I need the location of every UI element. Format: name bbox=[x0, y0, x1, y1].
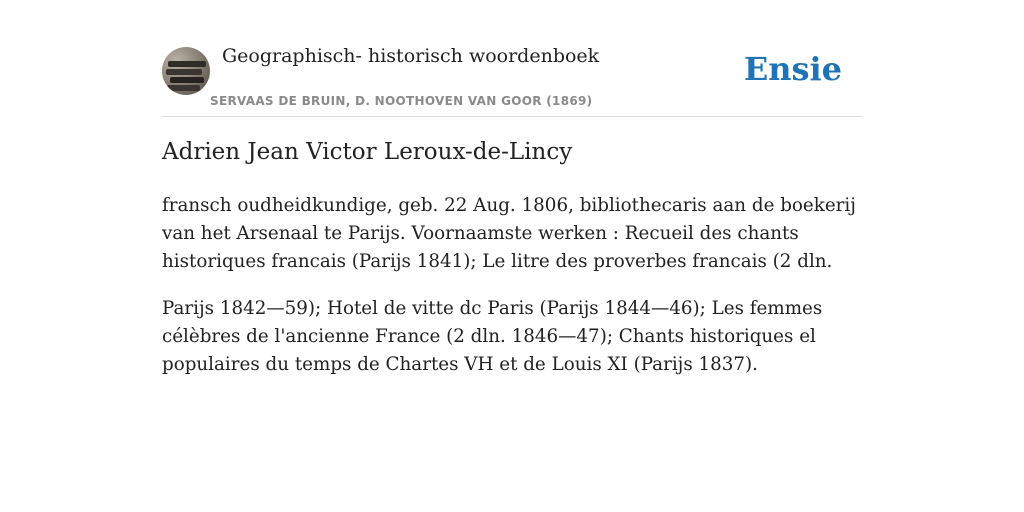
entry-paragraph: fransch oudheidkundige, geb. 22 Aug. 1806, bibliothecaris aan de boekerij van het Arsenaal te Parijs. Voornaamste werken : Recueil des chants historiques francais (Parijs 1841); Le litre des proverbes francais (2 dln. bbox=[162, 195, 856, 272]
book-cover-avatar[interactable] bbox=[162, 47, 210, 95]
entry-paragraph: Parijs 1842—59); Hotel de vitte dc Paris (Parijs 1844—46); Les femmes célèbres de l'ancienne France (2 dln. 1846—47); Chants historiques el populaires du temps de Chartes VH et de Louis XI (Parijs 1837). bbox=[162, 298, 823, 375]
book-header bbox=[162, 0, 862, 117]
book-spine-icon bbox=[170, 77, 204, 83]
book-title-link[interactable]: Geographisch- historisch woordenboek bbox=[222, 45, 600, 67]
entry-title: Adrien Jean Victor Leroux-de-Lincy bbox=[162, 139, 573, 165]
book-authors-link[interactable]: SERVAAS DE BRUIN, D. NOOTHOVEN VAN GOOR (1869) bbox=[210, 94, 593, 108]
book-spine-icon bbox=[167, 85, 200, 91]
book-spine-icon bbox=[168, 61, 206, 67]
page-container bbox=[162, 0, 862, 375]
book-spine-icon bbox=[166, 69, 202, 75]
ensie-logo-link[interactable]: Ensie bbox=[743, 50, 842, 88]
